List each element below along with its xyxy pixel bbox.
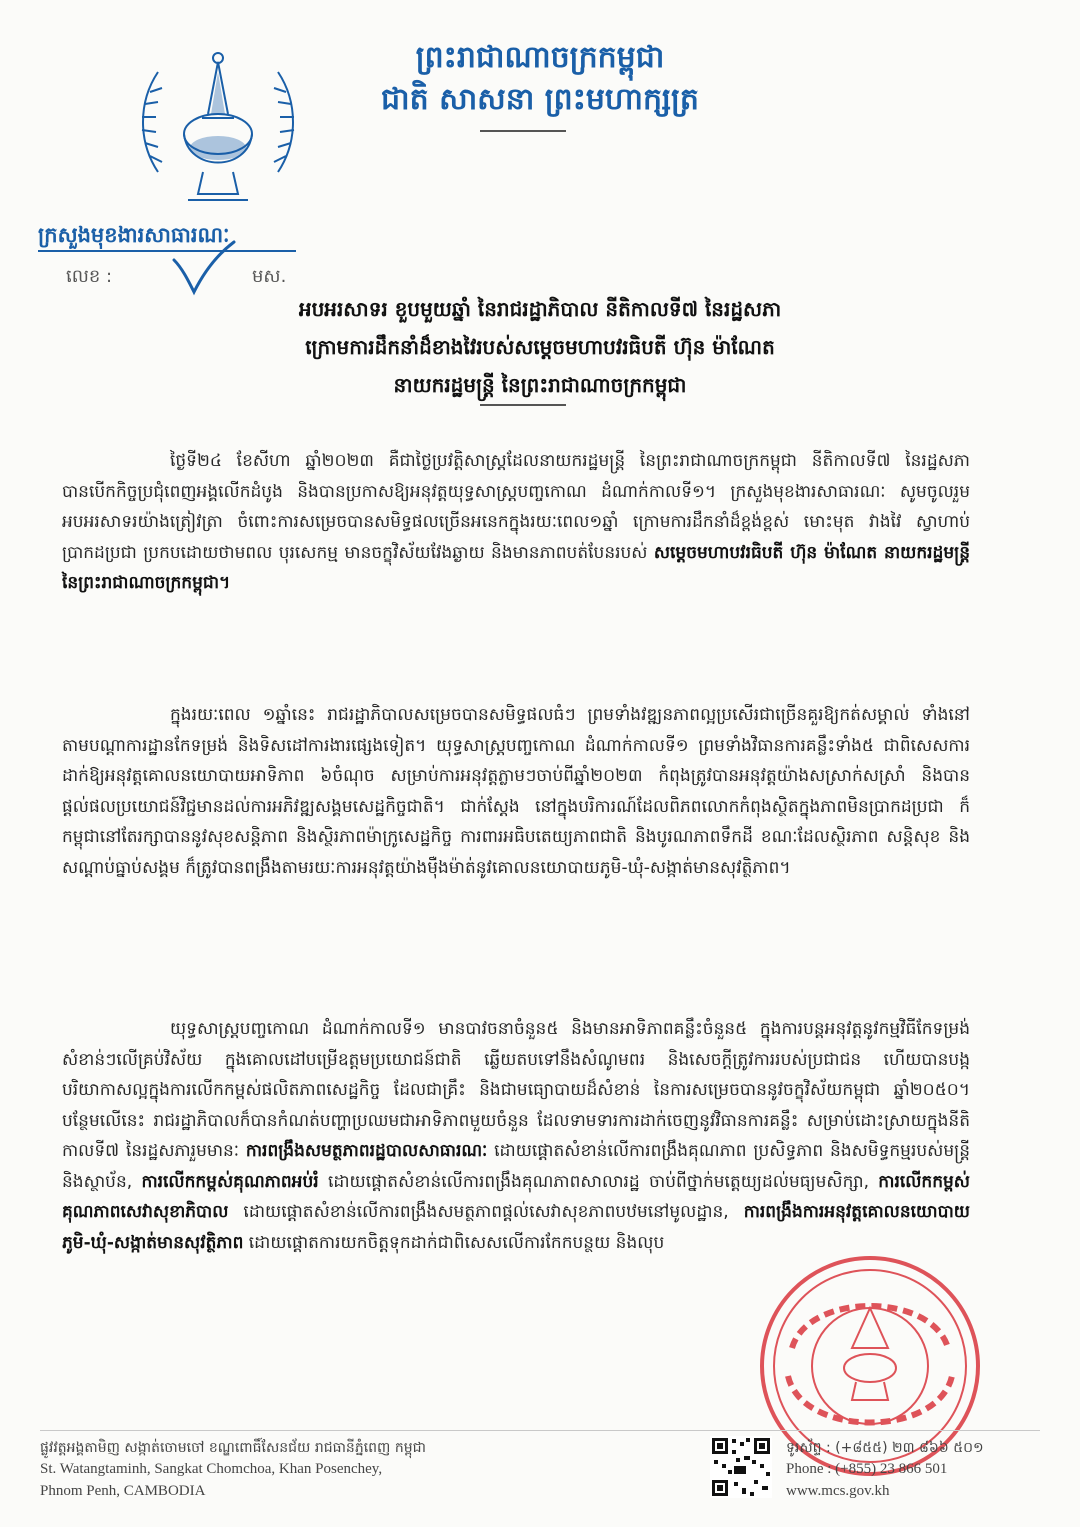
paragraph-2-text: ក្នុងរយៈពេល ១ឆ្នាំនេះ រាជរដ្ឋាភិបាលសម្រេចបានសមិទ្ធផលធំៗ ព្រមទាំងវឌ្ឍនភាពល្អប្រសើរជាច្រើនគួរឱ្យកត់សម្គាល់ ទាំងនៅតាមបណ្តាការដ្ឋានកែទម្រង់ និងទិសដៅការងារផ្សេងទៀត។ យុទ្ធសាស្ត្របញ្ចកោណ ដំណាក់កាលទី១ ព្រមទាំងវិធានការគន្លឹះទាំង៥ ជាពិសេសការដាក់ឱ្យអនុវត្តគោលនយោបាយអាទិភាព ៦ចំណុច សម្រាប់ការអនុវត្តភ្លាមៗចាប់ពីឆ្នាំ២០២៣ កំពុងត្រូវបានអនុវត្តយ៉ាងសស្រាក់សស្រាំ និងបានផ្តល់ផលប្រយោជន៍វិជ្ជមានដល់ការអភិវឌ្ឍសង្គមសេដ្ឋកិច្ចជាតិ។ ជាក់ស្តែង នៅក្នុងបរិការណ៍ដែលពិភពលោកកំពុងស្ថិតក្នុងភាពមិនប្រាកដប្រជា ក៏កម្ពុជានៅតែរក្សាបាននូវសុខសន្តិភាព និងស្ថិរភាពម៉ាក្រូសេដ្ឋកិច្ច ការពារអធិបតេយ្យភាពជាតិ និងបូរណភាពទឹកដី ខណៈដែលស្ថិរភាព សន្តិសុខ និងសណ្តាប់ធ្នាប់សង្គម ក៏ត្រូវបានពង្រឹងតាមរយៈការអនុវត្តយ៉ាងម៉ឺងម៉ាត់នូវគោលនយោបាយភូមិ-ឃុំ-សង្កាត់មានសុវត្ថិភាព។ [62, 705, 970, 878]
paragraph-3-text-c: ដោយផ្តោតសំខាន់លើការពង្រឹងគុណភាពសាលារដ្ឋ ចាប់ពីថ្នាក់មត្តេយ្យដល់មធ្យមសិក្សា, [318, 1171, 879, 1192]
footer-divider [40, 1430, 1040, 1431]
kingdom-name: ព្រះរាជាណាចក្រកម្ពុជា [415, 40, 665, 75]
national-motto: ជាតិ សាសនា ព្រះមហាក្សត្រ [381, 82, 699, 117]
title-divider [480, 404, 566, 406]
website-link[interactable]: www.mcs.gov.kh [786, 1483, 890, 1499]
phone-english: Phone : (+855) 23 866 501 [786, 1461, 948, 1477]
paragraph-3-text-b: ដោយផ្តោតសំខាន់លើការពង្រឹងគុណភាព ប្រសិទ្ធភាព និងសមិទ្ធកម្មរបស់មន្ត្រី និងស្ថាប័ន, [62, 1141, 970, 1192]
address-english-line-1: St. Watangtaminh, Sangkat Chomchoa, Khan Posenchey, [40, 1461, 383, 1477]
reference-suffix: មស. [252, 266, 287, 287]
title-line-3: នាយករដ្ឋមន្ត្រី នៃព្រះរាជាណាចក្រកម្ពុជា [393, 373, 687, 397]
priority-health: ការលើកកម្ពស់គុណភាពសេវាសុខាភិបាល [62, 1171, 970, 1222]
paragraph-1-bold: សម្តេចមហាបវរធិបតី ហ៊ុន ម៉ាណែត នាយករដ្ឋមន្ត្រី នៃព្រះរាជាណាចក្រកម្ពុជា។ [62, 542, 970, 593]
address-khmer: ផ្លូវវត្តអង្គតាមិញ សង្កាត់ចោមចៅ ខណ្ឌពោធិ៍សែនជ័យ រាជធានីភ្នំពេញ កម្ពុជា [40, 1440, 426, 1456]
priority-education: ការលើកកម្ពស់គុណភាពអប់រំ [141, 1171, 319, 1192]
checkmark-icon [168, 238, 238, 298]
royal-emblem-icon [118, 22, 318, 222]
paragraph-2 [62, 700, 970, 883]
header-divider [480, 130, 566, 132]
paragraph-3-text-e: ដោយផ្តោតការយកចិត្តទុកដាក់ជាពិសេសលើការកែកបន្ថយ និងលុប [243, 1232, 665, 1253]
priority-village-safety: ការពង្រឹងការអនុវត្តគោលនយោបាយភូមិ-ឃុំ-សង្កាត់មានសុវត្ថិភាព [62, 1202, 970, 1253]
phone-khmer: ទូរស័ព្ទ : (+៨៥៥) ២៣ ៨៦៦ ៥០១ [786, 1440, 984, 1456]
ministry-name: ក្រសួងមុខងារសាធារណៈ [38, 223, 230, 247]
qr-code-icon [710, 1436, 772, 1498]
paragraph-3 [62, 1014, 970, 1258]
paragraph-3-text-d: ដោយផ្តោតសំខាន់លើការពង្រឹងសមត្ថភាពផ្តល់សេវាសុខភាពបឋមនៅមូលដ្ឋាន, [228, 1202, 744, 1222]
ministry-underline [38, 250, 296, 252]
priority-public-admin: ការពង្រឹងសមត្ថភាពរដ្ឋបាលសាធារណៈ [245, 1141, 488, 1161]
paragraph-1-text: ថ្ងៃទី២៤ ខែសីហា ឆ្នាំ២០២៣ គឺជាថ្ងៃប្រវត្តិសាស្ត្រដែលនាយករដ្ឋមន្ត្រី នៃព្រះរាជាណាចក្រកម្ពុជា នីតិកាលទី៧ នៃរដ្ឋសភា បានបើកកិច្ចប្រជុំពេញអង្គលើកដំបូង និងបានប្រកាសឱ្យអនុវត្តយុទ្ធសាស្ត្របញ្ចកោណ ដំណាក់កាលទី១។ ក្រសួងមុខងារសាធារណៈ សូមចូលរួមអបអរសាទរយ៉ាងត្រៀវត្រា ចំពោះការសម្រេចបានសមិទ្ធផលច្រើនអនេកក្នុងរយៈពេល១ឆ្នាំ ក្រោមការដឹកនាំដ៏ខ្ពង់ខ្ពស់ មោះមុត វាងវៃ ស្វាហាប់ ប្រាកដប្រជា ប្រកបដោយថាមពល បុរសេកម្ម មានចក្ខុវិស័យវែងឆ្ងាយ និងមានភាពបត់បែនរបស់ [62, 451, 970, 563]
address-english-line-2: Phnom Penh, CAMBODIA [40, 1483, 206, 1499]
paragraph-1 [62, 446, 970, 599]
title-line-1: អបអរសាទរ ខួបមួយឆ្នាំ នៃរាជរដ្ឋាភិបាល នីតិកាលទី៧ នៃរដ្ឋសភា [298, 297, 782, 321]
reference-label: លេខ : [66, 266, 113, 287]
paragraph-3-text-a: យុទ្ធសាស្ត្របញ្ចកោណ ដំណាក់កាលទី១ មានបាវចនាចំនួន៥ និងមានអាទិភាពគន្លឹះចំនួន៥ ក្នុងការបន្តអនុវត្តនូវកម្មវិធីកែទម្រង់សំខាន់ៗលើគ្រប់វិស័យ ក្នុងគោលដៅបម្រើឧត្តមប្រយោជន៍ជាតិ ឆ្លើយតបទៅនឹងសំណូមពរ និងសេចក្តីត្រូវការរបស់ប្រជាជន ហើយបានបង្កបរិយាកាសល្អក្នុងការលើកកម្ពស់ផលិតភាពសេដ្ឋកិច្ច ដែលជាគ្រឹះ និងជាមធ្យោបាយដ៏សំខាន់ នៃការសម្រេចបាននូវចក្ខុវិស័យកម្ពុជា ឆ្នាំ២០៥០។ បន្ថែមលើនេះ រាជរដ្ឋាភិបាលក៏បានកំណត់បញ្ហាប្រឈមជាអាទិភាពមួយចំនួន ដែលទាមទារការដាក់ចេញនូវវិធានការគន្លឹះ សម្រាប់ដោះស្រាយក្នុងនីតិកាលទី៧ នៃរដ្ឋសភារួមមានៈ [62, 1019, 970, 1161]
title-line-2: ក្រោមការដឹកនាំដ៏ខាងវៃរបស់សម្តេចមហាបវរធិបតី ហ៊ុន ម៉ាណែត [305, 335, 775, 359]
